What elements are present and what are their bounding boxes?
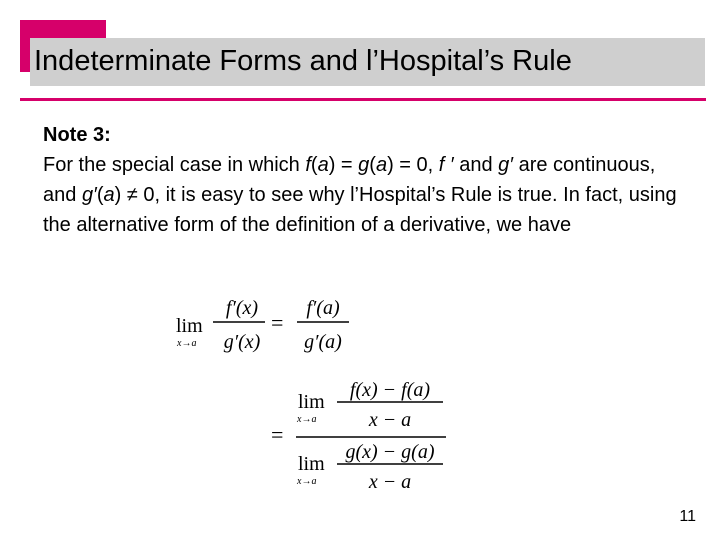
- body-var: a: [317, 154, 329, 176]
- body-var: f ′: [438, 154, 454, 176]
- lim-label: lim: [298, 391, 325, 413]
- body-text: ) = 0,: [387, 154, 439, 176]
- body-text: For the special case in which: [43, 154, 306, 176]
- numerator-fprime-x: f′(x): [225, 297, 259, 319]
- equals-sign: =: [271, 310, 284, 335]
- body-var: g′: [498, 154, 514, 176]
- lim-subscript: x→a: [177, 338, 197, 349]
- lim-label: lim: [298, 453, 325, 475]
- lim-subscript: x→a: [297, 414, 317, 425]
- denominator-gprime-a: g′(a): [304, 331, 342, 353]
- page-number: 11: [679, 508, 696, 525]
- lim-label: lim: [176, 315, 203, 337]
- body-text: (: [310, 154, 318, 176]
- note-heading: Note 3:: [43, 124, 111, 146]
- body-text: and: [453, 154, 499, 176]
- body-text: (: [96, 184, 104, 206]
- body-var: g′: [81, 184, 97, 206]
- lim-subscript: x→a: [297, 476, 317, 487]
- body-var: g: [358, 154, 370, 176]
- body-var: a: [103, 184, 115, 206]
- difference-quotient-numerator: g(x) − g(a): [345, 441, 435, 463]
- body-text: are continuous, and: [43, 154, 656, 206]
- slide-title: Indeterminate Forms and l’Hospital’s Rule: [34, 45, 572, 77]
- numerator-fprime-a: f′(a): [306, 297, 340, 319]
- difference-quotient-numerator: f(x) − f(a): [349, 379, 431, 401]
- equals-sign: =: [271, 422, 284, 447]
- body-text: (: [369, 154, 376, 176]
- body-var: a: [375, 154, 388, 176]
- body-text: ) =: [328, 154, 359, 176]
- difference-quotient-denominator: x − a: [368, 471, 412, 493]
- body-var: f: [305, 154, 311, 176]
- body-text: ) ≠ 0, it is easy to see why l’Hospital’s Rule is true. In fact, using the alternative form of the definition of a derivative, we have: [43, 184, 677, 236]
- difference-quotient-denominator: x − a: [368, 409, 412, 431]
- denominator-gprime-x: g′(x): [223, 331, 261, 353]
